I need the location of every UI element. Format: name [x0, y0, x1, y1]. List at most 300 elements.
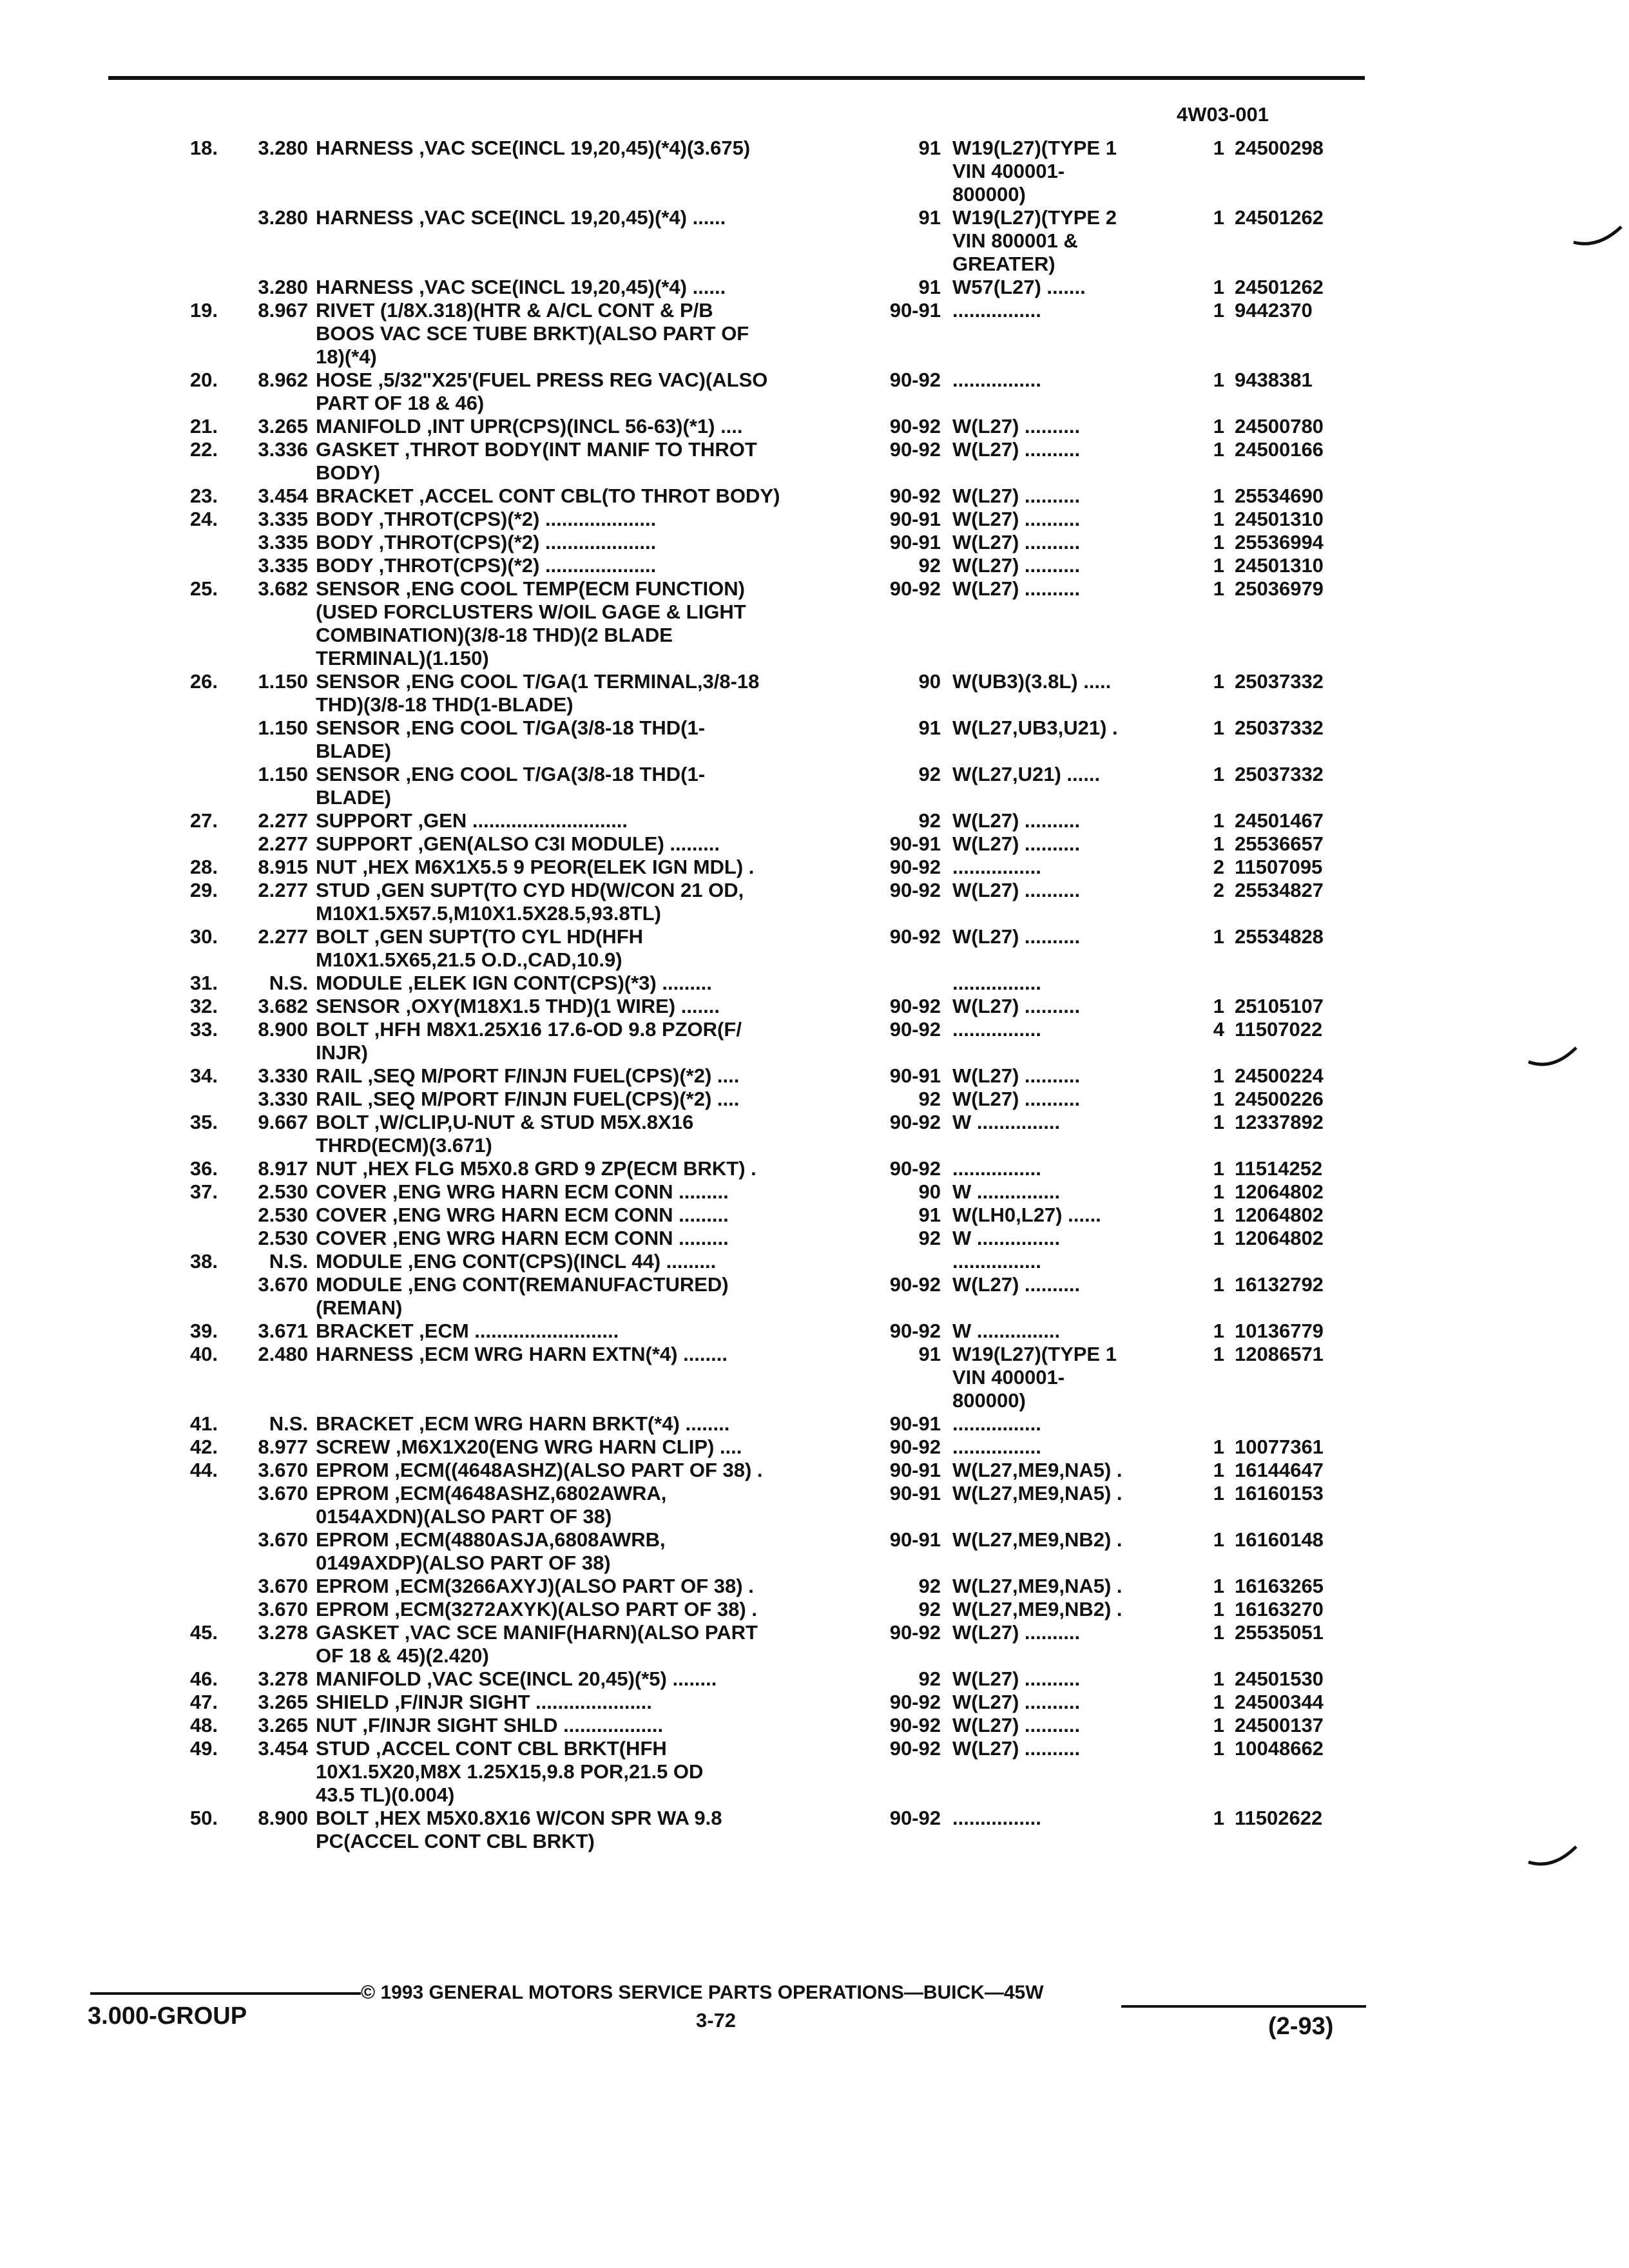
- table-row: [0, 1088, 1629, 1111]
- part-description: RAIL ,SEQ M/PORT F/INJN FUEL(CPS)(*2) ....: [316, 1088, 740, 1110]
- group-number: 3.265: [258, 1714, 308, 1736]
- part-number: 11507022: [1235, 1018, 1323, 1041]
- part-number: 25036979: [1235, 577, 1324, 600]
- table-row: [0, 253, 1629, 276]
- table-row: [0, 1459, 1629, 1482]
- application: W(LH0,L27) ......: [952, 1204, 1101, 1226]
- part-number: 25536994: [1235, 531, 1324, 553]
- quantity: 1: [1213, 1436, 1224, 1458]
- part-description: RIVET (1/8X.318)(HTR & A/CL CONT & P/B: [316, 299, 713, 322]
- quantity: 1: [1213, 508, 1224, 530]
- part-description: BLADE): [316, 786, 392, 809]
- part-description: BLADE): [316, 740, 392, 762]
- item-number: 44.: [189, 1459, 218, 1481]
- table-row: [0, 461, 1629, 485]
- model-year: 90-92: [889, 485, 941, 507]
- application: W(L27) ..........: [952, 1088, 1081, 1110]
- item-number: 20.: [189, 369, 218, 391]
- model-year: 90-92: [889, 1157, 941, 1180]
- group-number: 3.454: [258, 485, 308, 507]
- model-year: 90-92: [889, 1807, 941, 1829]
- margin-mark-2: [1527, 1045, 1579, 1071]
- table-row: [0, 1505, 1629, 1528]
- table-row: [0, 1436, 1629, 1459]
- group-number: 3.265: [258, 1691, 308, 1713]
- item-number: 25.: [189, 577, 218, 600]
- item-number: 46.: [189, 1667, 218, 1690]
- part-number: 12337892: [1235, 1111, 1324, 1133]
- application: W(L27) ..........: [952, 438, 1081, 461]
- application: W(L27) ..........: [952, 1691, 1081, 1713]
- part-number: 24501530: [1235, 1667, 1324, 1690]
- model-year: 90-91: [889, 299, 941, 322]
- part-number: 24501262: [1235, 276, 1324, 298]
- application: ................: [952, 1250, 1041, 1273]
- table-row: [0, 206, 1629, 229]
- part-description: MODULE ,ENG CONT(REMANUFACTURED): [316, 1273, 729, 1296]
- part-description: 0149AXDP)(ALSO PART OF 38): [316, 1552, 611, 1574]
- part-description: COVER ,ENG WRG HARN ECM CONN .........: [316, 1227, 729, 1249]
- quantity: 1: [1213, 1273, 1224, 1296]
- table-row: [0, 1227, 1629, 1250]
- group-number: 3.335: [258, 531, 308, 553]
- group-number: 8.900: [258, 1807, 308, 1829]
- quantity: 1: [1213, 1737, 1224, 1760]
- part-description: PART OF 18 & 46): [316, 392, 485, 414]
- quantity: 1: [1213, 1111, 1224, 1133]
- group-number: 3.335: [258, 554, 308, 577]
- model-year: 91: [918, 276, 941, 298]
- table-row: [0, 740, 1629, 763]
- table-row: [0, 1018, 1629, 1041]
- group-number: N.S.: [269, 972, 308, 994]
- table-row: [0, 322, 1629, 345]
- group-number: 3.671: [258, 1320, 308, 1342]
- part-description: RAIL ,SEQ M/PORT F/INJN FUEL(CPS)(*2) ....: [316, 1064, 740, 1087]
- table-row: [0, 183, 1629, 206]
- table-row: [0, 1366, 1629, 1389]
- table-row: [0, 1760, 1629, 1783]
- model-year: 90-92: [889, 1737, 941, 1760]
- table-row: [0, 1691, 1629, 1714]
- model-year: 91: [918, 206, 941, 229]
- group-number: 3.280: [258, 276, 308, 298]
- group-number: 3.670: [258, 1459, 308, 1481]
- part-description: NUT ,HEX FLG M5X0.8 GRD 9 ZP(ECM BRKT) .: [316, 1157, 757, 1180]
- model-year: 90-91: [889, 508, 941, 530]
- application: ................: [952, 369, 1041, 391]
- table-row: [0, 1644, 1629, 1667]
- model-year: 90-91: [889, 1528, 941, 1551]
- application: W(L27) ..........: [952, 809, 1081, 832]
- quantity: 1: [1213, 1598, 1224, 1620]
- part-description: COMBINATION)(3/8-18 THD)(2 BLADE: [316, 624, 673, 646]
- application: W(L27,ME9,NB2) .: [952, 1598, 1123, 1620]
- table-row: [0, 577, 1629, 601]
- part-description: EPROM ,ECM(3266AXYJ)(ALSO PART OF 38) .: [316, 1575, 754, 1597]
- item-number: 38.: [189, 1250, 218, 1273]
- model-year: 90-92: [889, 1111, 941, 1133]
- application: W(L27) ..........: [952, 925, 1081, 948]
- model-year: 90: [918, 670, 941, 693]
- application: W(L27) ..........: [952, 485, 1081, 507]
- model-year: 90-91: [889, 1459, 941, 1481]
- part-number: 9442370: [1235, 299, 1313, 322]
- group-number: 3.330: [258, 1088, 308, 1110]
- part-description: HOSE ,5/32"X25'(FUEL PRESS REG VAC)(ALSO: [316, 369, 768, 391]
- table-row: [0, 1180, 1629, 1204]
- item-number: 28.: [189, 856, 218, 878]
- model-year: 90-92: [889, 577, 941, 600]
- quantity: 1: [1213, 485, 1224, 507]
- group-number: 8.977: [258, 1436, 308, 1458]
- quantity: 1: [1213, 554, 1224, 577]
- application: W(L27,ME9,NB2) .: [952, 1528, 1123, 1551]
- model-year: 90-91: [889, 1482, 941, 1504]
- table-row: [0, 137, 1629, 160]
- table-row: [0, 1482, 1629, 1505]
- model-year: 90-92: [889, 925, 941, 948]
- part-number: 12064802: [1235, 1204, 1324, 1226]
- application: ................: [952, 1436, 1041, 1458]
- margin-mark-3: [1527, 1844, 1579, 1870]
- table-row: [0, 1807, 1629, 1830]
- part-number: 25037332: [1235, 763, 1324, 785]
- group-number: 2.530: [258, 1227, 308, 1249]
- part-number: 24500137: [1235, 1714, 1324, 1736]
- item-number: 40.: [189, 1343, 218, 1365]
- quantity: 1: [1213, 276, 1224, 298]
- part-description: BRACKET ,ACCEL CONT CBL(TO THROT BODY): [316, 485, 780, 507]
- table-row: [0, 1250, 1629, 1273]
- model-year: 90-91: [889, 832, 941, 855]
- model-year: 91: [918, 1343, 941, 1365]
- quantity: 1: [1213, 1667, 1224, 1690]
- part-description: INJR): [316, 1041, 368, 1064]
- application: W(L27) ..........: [952, 577, 1081, 600]
- model-year: 90: [918, 1180, 941, 1203]
- item-number: 30.: [189, 925, 218, 948]
- group-number: 3.670: [258, 1482, 308, 1504]
- table-row: [0, 1412, 1629, 1436]
- table-row: [0, 1830, 1629, 1853]
- part-description: THRD(ECM)(3.671): [316, 1134, 492, 1157]
- part-description: STUD ,GEN SUPT(TO CYD HD(W/CON 21 OD,: [316, 879, 744, 901]
- application: VIN 400001-: [952, 1366, 1065, 1389]
- application: ................: [952, 972, 1041, 994]
- application: W ...............: [952, 1180, 1061, 1203]
- quantity: 1: [1213, 809, 1224, 832]
- table-row: [0, 369, 1629, 392]
- part-number: 16132792: [1235, 1273, 1324, 1296]
- model-year: 90-92: [889, 1320, 941, 1342]
- part-description: SENSOR ,ENG COOL TEMP(ECM FUNCTION): [316, 577, 745, 600]
- part-description: (USED FORCLUSTERS W/OIL GAGE & LIGHT: [316, 601, 746, 623]
- group-number: 2.530: [258, 1180, 308, 1203]
- application: ................: [952, 1412, 1041, 1435]
- quantity: 1: [1213, 716, 1224, 739]
- quantity: 1: [1213, 925, 1224, 948]
- table-row: [0, 1552, 1629, 1575]
- table-row: [0, 1041, 1629, 1064]
- item-number: 36.: [189, 1157, 218, 1180]
- item-number: 26.: [189, 670, 218, 693]
- model-year: 92: [918, 1088, 941, 1110]
- model-year: 90-91: [889, 1064, 941, 1087]
- part-number: 11507095: [1235, 856, 1323, 878]
- table-row: [0, 693, 1629, 716]
- group-number: 8.917: [258, 1157, 308, 1180]
- model-year: 90-92: [889, 438, 941, 461]
- model-year: 91: [918, 137, 941, 159]
- application: W(L27) ..........: [952, 1064, 1081, 1087]
- part-description: NUT ,HEX M6X1X5.5 9 PEOR(ELEK IGN MDL) .: [316, 856, 755, 878]
- part-description: BRACKET ,ECM WRG HARN BRKT(*4) ........: [316, 1412, 730, 1435]
- table-row: [0, 1296, 1629, 1320]
- table-row: [0, 1621, 1629, 1644]
- part-description: TERMINAL)(1.150): [316, 647, 489, 669]
- application: W ...............: [952, 1227, 1061, 1249]
- table-row: [0, 1111, 1629, 1134]
- part-description: EPROM ,ECM((4648ASHZ)(ALSO PART OF 38) .: [316, 1459, 763, 1481]
- part-description: BOLT ,W/CLIP,U-NUT & STUD M5X.8X16: [316, 1111, 694, 1133]
- part-description: SUPPORT ,GEN(ALSO C3I MODULE) .........: [316, 832, 720, 855]
- table-row: [0, 1273, 1629, 1296]
- table-row: [0, 160, 1629, 183]
- quantity: 1: [1213, 763, 1224, 785]
- item-number: 34.: [189, 1064, 218, 1087]
- part-number: 24500224: [1235, 1064, 1324, 1087]
- part-description: BODY): [316, 461, 380, 484]
- table-row: [0, 1157, 1629, 1180]
- application: W(L27) ..........: [952, 554, 1081, 577]
- application: W(L27,U21) ......: [952, 763, 1101, 785]
- quantity: 1: [1213, 137, 1224, 159]
- page-code: 4W03-001: [1177, 103, 1269, 126]
- part-description: HARNESS ,VAC SCE(INCL 19,20,45)(*4)(3.675): [316, 137, 751, 159]
- group-number: 2.530: [258, 1204, 308, 1226]
- item-number: 50.: [189, 1807, 218, 1829]
- part-description: M10X1.5X57.5,M10X1.5X28.5,93.8TL): [316, 902, 661, 925]
- table-row: [0, 879, 1629, 902]
- application: W(L27) ..........: [952, 995, 1081, 1017]
- part-number: 25535051: [1235, 1621, 1324, 1644]
- model-year: 92: [918, 1575, 941, 1597]
- part-description: MANIFOLD ,INT UPR(CPS)(INCL 56-63)(*1) ....: [316, 415, 743, 437]
- quantity: 1: [1213, 1807, 1224, 1829]
- item-number: 35.: [189, 1111, 218, 1133]
- group-number: 3.670: [258, 1273, 308, 1296]
- page-number: 3-72: [696, 2009, 737, 2032]
- model-year: 92: [918, 1667, 941, 1690]
- parts-list: [0, 137, 1629, 1853]
- model-year: 90-92: [889, 879, 941, 901]
- group-number: 3.682: [258, 577, 308, 600]
- part-description: EPROM ,ECM(3272AXYK)(ALSO PART OF 38) .: [316, 1598, 757, 1620]
- quantity: 1: [1213, 1714, 1224, 1736]
- table-row: [0, 647, 1629, 670]
- table-row: [0, 1598, 1629, 1621]
- application: W(L27) ..........: [952, 508, 1081, 530]
- part-description: BOLT ,HEX M5X0.8X16 W/CON SPR WA 9.8: [316, 1807, 722, 1829]
- part-number: 24500780: [1235, 415, 1324, 437]
- model-year: 90-92: [889, 1714, 941, 1736]
- table-row: [0, 1737, 1629, 1760]
- group-number: 1.150: [258, 763, 308, 785]
- group-number: 3.280: [258, 137, 308, 159]
- group-number: 3.278: [258, 1667, 308, 1690]
- table-row: [0, 276, 1629, 299]
- application: VIN 800001 &: [952, 229, 1078, 252]
- table-row: [0, 624, 1629, 647]
- part-number: 24501310: [1235, 508, 1324, 530]
- part-description: HARNESS ,VAC SCE(INCL 19,20,45)(*4) ......: [316, 276, 726, 298]
- table-row: [0, 1343, 1629, 1366]
- part-description: BRACKET ,ECM ..........................: [316, 1320, 619, 1342]
- table-row: [0, 832, 1629, 856]
- application: ................: [952, 856, 1041, 878]
- model-year: 90-92: [889, 415, 941, 437]
- table-row: [0, 763, 1629, 786]
- model-year: 91: [918, 716, 941, 739]
- model-year: 90-92: [889, 856, 941, 878]
- table-row: [0, 995, 1629, 1018]
- part-description: BODY ,THROT(CPS)(*2) ....................: [316, 508, 657, 530]
- group-number: 3.336: [258, 438, 308, 461]
- part-number: 9438381: [1235, 369, 1313, 391]
- table-row: [0, 1320, 1629, 1343]
- item-number: 21.: [189, 415, 218, 437]
- part-description: MODULE ,ENG CONT(CPS)(INCL 44) .........: [316, 1250, 717, 1273]
- part-number: 24500344: [1235, 1691, 1324, 1713]
- group-label: 3.000-GROUP: [88, 2003, 247, 2030]
- item-number: 41.: [189, 1412, 218, 1435]
- table-row: [0, 415, 1629, 438]
- part-description: BODY ,THROT(CPS)(*2) ....................: [316, 531, 657, 553]
- item-number: 31.: [189, 972, 218, 994]
- item-number: 33.: [189, 1018, 218, 1041]
- group-number: 2.277: [258, 879, 308, 901]
- part-description: SENSOR ,ENG COOL T/GA(3/8-18 THD(1-: [316, 716, 706, 739]
- application: W19(L27)(TYPE 1: [952, 137, 1117, 159]
- quantity: 1: [1213, 577, 1224, 600]
- table-row: [0, 902, 1629, 925]
- quantity: 1: [1213, 1691, 1224, 1713]
- part-number: 10077361: [1235, 1436, 1324, 1458]
- item-number: 39.: [189, 1320, 218, 1342]
- part-number: 24501262: [1235, 206, 1324, 229]
- application: W ...............: [952, 1111, 1061, 1133]
- group-number: 2.277: [258, 809, 308, 832]
- application: W19(L27)(TYPE 2: [952, 206, 1117, 229]
- part-description: SENSOR ,ENG COOL T/GA(3/8-18 THD(1-: [316, 763, 706, 785]
- part-description: SENSOR ,ENG COOL T/GA(1 TERMINAL,3/8-18: [316, 670, 760, 693]
- table-row: [0, 856, 1629, 879]
- part-number: 25105107: [1235, 995, 1324, 1017]
- table-row: [0, 948, 1629, 972]
- application: W57(L27) .......: [952, 276, 1086, 298]
- application: W ...............: [952, 1320, 1061, 1342]
- model-year: 90-92: [889, 1436, 941, 1458]
- part-description: HARNESS ,ECM WRG HARN EXTN(*4) ........: [316, 1343, 728, 1365]
- part-description: COVER ,ENG WRG HARN ECM CONN .........: [316, 1204, 729, 1226]
- quantity: 1: [1213, 1157, 1224, 1180]
- group-number: 2.277: [258, 832, 308, 855]
- part-number: 25534828: [1235, 925, 1324, 948]
- group-number: 3.670: [258, 1528, 308, 1551]
- part-number: 24500166: [1235, 438, 1324, 461]
- model-year: 92: [918, 763, 941, 785]
- quantity: 1: [1213, 1180, 1224, 1203]
- item-number: 23.: [189, 485, 218, 507]
- item-number: 48.: [189, 1714, 218, 1736]
- item-number: 29.: [189, 879, 218, 901]
- application: W(L27,ME9,NA5) .: [952, 1575, 1123, 1597]
- quantity: 1: [1213, 299, 1224, 322]
- application: 800000): [952, 183, 1026, 206]
- application: GREATER): [952, 253, 1055, 275]
- part-number: 25536657: [1235, 832, 1324, 855]
- margin-mark-1: [1572, 223, 1624, 249]
- part-number: 16144647: [1235, 1459, 1324, 1481]
- application: ................: [952, 1807, 1041, 1829]
- table-row: [0, 345, 1629, 369]
- table-row: [0, 716, 1629, 740]
- part-description: 18)(*4): [316, 345, 377, 368]
- group-number: 3.670: [258, 1598, 308, 1620]
- quantity: 1: [1213, 1204, 1224, 1226]
- part-description: 43.5 TL)(0.004): [316, 1783, 455, 1806]
- application: W(L27,ME9,NA5) .: [952, 1482, 1123, 1504]
- table-row: [0, 1575, 1629, 1598]
- footer-rule-right: [1121, 2005, 1366, 2008]
- table-row: [0, 438, 1629, 461]
- quantity: 1: [1213, 1528, 1224, 1551]
- model-year: 90-92: [889, 995, 941, 1017]
- group-number: 9.667: [258, 1111, 308, 1133]
- item-number: 22.: [189, 438, 218, 461]
- application: 800000): [952, 1389, 1026, 1412]
- group-number: 2.277: [258, 925, 308, 948]
- table-row: [0, 1667, 1629, 1691]
- item-number: 42.: [189, 1436, 218, 1458]
- application: ................: [952, 299, 1041, 322]
- quantity: 1: [1213, 415, 1224, 437]
- model-year: 91: [918, 1204, 941, 1226]
- part-number: 16160148: [1235, 1528, 1324, 1551]
- part-number: 25037332: [1235, 670, 1324, 693]
- item-number: 49.: [189, 1737, 218, 1760]
- table-row: [0, 508, 1629, 531]
- model-year: 90-92: [889, 1621, 941, 1644]
- footer-rule-left: [90, 1992, 361, 1995]
- group-number: 3.682: [258, 995, 308, 1017]
- item-number: 27.: [189, 809, 218, 832]
- part-description: BOOS VAC SCE TUBE BRKT)(ALSO PART OF: [316, 322, 749, 345]
- model-year: 92: [918, 554, 941, 577]
- part-description: GASKET ,THROT BODY(INT MANIF TO THROT: [316, 438, 757, 461]
- group-number: 1.150: [258, 716, 308, 739]
- quantity: 1: [1213, 1064, 1224, 1087]
- part-description: BOLT ,HFH M8X1.25X16 17.6-OD 9.8 PZOR(F/: [316, 1018, 742, 1041]
- model-year: 90-91: [889, 531, 941, 553]
- copyright-line: © 1993 GENERAL MOTORS SERVICE PARTS OPERATIONS—BUICK—45W: [361, 1982, 1044, 2003]
- table-row: [0, 1134, 1629, 1157]
- model-year: 90-92: [889, 1691, 941, 1713]
- part-description: THD)(3/8-18 THD(1-BLADE): [316, 693, 574, 716]
- part-number: 24501310: [1235, 554, 1324, 577]
- group-number: 3.330: [258, 1064, 308, 1087]
